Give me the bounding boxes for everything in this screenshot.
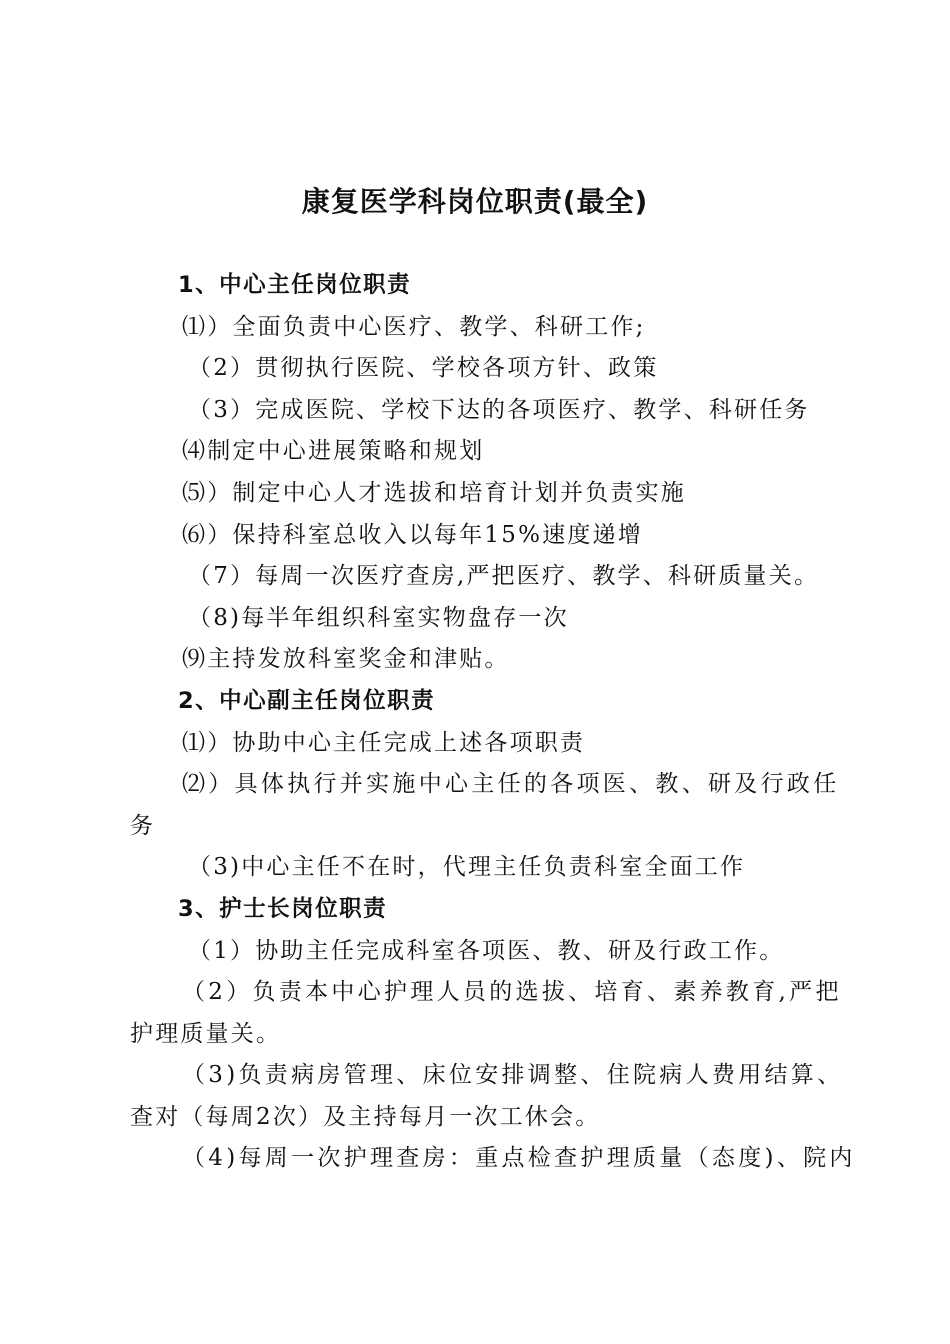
duty-item: （3）完成医院、学校下达的各项医疗、教学、科研任务	[188, 396, 810, 423]
duty-item: （3)负责病房管理、床位安排调整、住院病人费用结算、	[182, 1062, 844, 1089]
duty-item: ⑴）协助中心主任完成上述各项职责	[182, 729, 586, 756]
duty-item: ⑼主持发放科室奖金和津贴。	[182, 646, 510, 673]
section-heading-deputy-director: 2、中心副主任岗位职责	[178, 687, 436, 714]
duty-item-continuation: 务	[130, 812, 156, 839]
duty-item: ⑸）制定中心人才选拔和培育计划并负责实施	[182, 479, 686, 506]
duty-item: ⑷制定中心进展策略和规划	[182, 438, 485, 465]
duty-item-continuation: 查对（每周2次）及主持每月一次工休会。	[130, 1103, 601, 1130]
duty-item: （8)每半年组织科室实物盘存一次	[188, 604, 569, 631]
duty-item: ⑴）全面负责中心医疗、教学、科研工作;	[182, 313, 646, 340]
duty-item: （2）负责本中心护理人员的选拔、培育、素养教育,严把	[182, 979, 842, 1006]
duty-item: （2）贯彻执行医院、学校各项方针、政策	[188, 355, 659, 382]
section-heading-head-nurse: 3、护士长岗位职责	[178, 895, 388, 922]
section-heading-director: 1、中心主任岗位职责	[178, 272, 412, 298]
duty-item: ⑹）保持科室总收入以每年15%速度递增	[182, 521, 643, 548]
document-title: 康复医学科岗位职责(最全)	[301, 185, 649, 218]
document-body	[130, 265, 856, 1180]
duty-item: （4)每周一次护理查房：重点检查护理质量（态度)、院内	[182, 1145, 856, 1172]
duty-item: （7）每周一次医疗查房,严把医疗、教学、科研质量关。	[188, 563, 820, 590]
duty-item: （3)中心主任不在时，代理主任负责科室全面工作	[188, 854, 746, 881]
duty-item: ⑵）具体执行并实施中心主任的各项医、教、研及行政任	[182, 771, 840, 798]
duty-item: （1）协助主任完成科室各项医、教、研及行政工作。	[188, 937, 785, 964]
duty-item-continuation: 护理质量关。	[130, 1020, 282, 1047]
